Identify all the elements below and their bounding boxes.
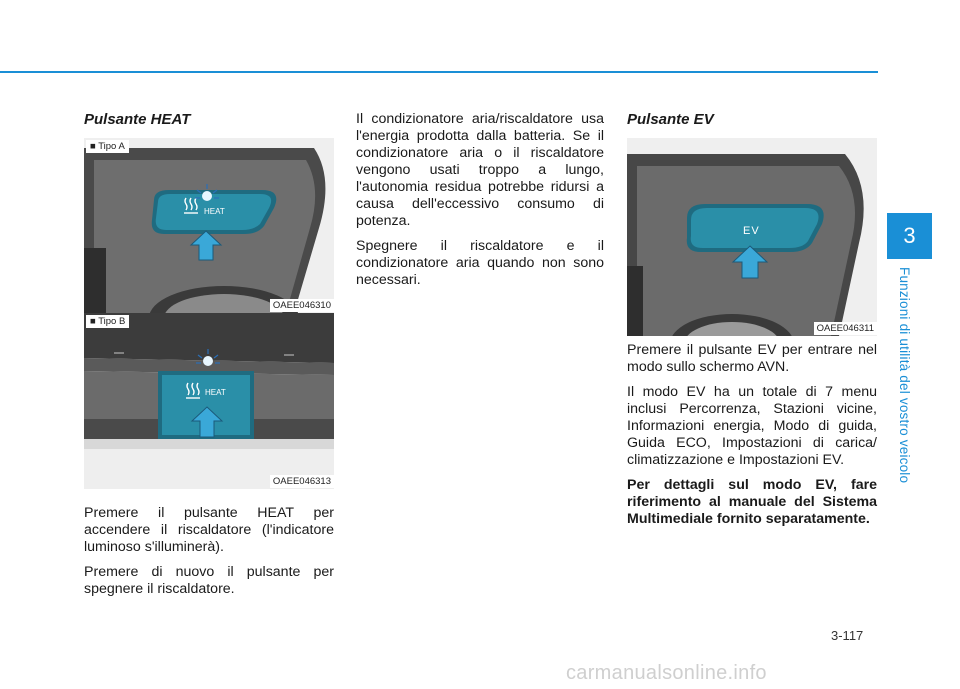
- figure-label-b: ■ Tipo B: [86, 315, 129, 328]
- heat-button-text-a: HEAT: [204, 207, 225, 216]
- chapter-title-vertical: [897, 267, 923, 487]
- chapter-number: 3: [887, 213, 932, 259]
- ev-note: Per dettagli sul modo EV, fare riferimento al manuale del Sistema Multimediale fornito separatamente.: [627, 477, 877, 527]
- heat-paragraph-1: Premere il pulsante HEAT per accendere il riscaldatore (l'indicatore luminoso s'illuminerà).: [84, 505, 334, 555]
- battery-paragraph-1: Il condizionatore aria/riscaldatore usa l'energia prodotta dalla batteria. Se il condizionatore aria o il riscaldatore vengono usati troppo a lungo, l'autonomia residua potrebbe ridursi a causa dell'eccessivo consumo di potenza.: [356, 111, 604, 229]
- battery-paragraph-2: Spegnere il riscaldatore e il condizionatore aria quando non sono necessari.: [356, 238, 604, 288]
- heat-body: [84, 505, 334, 606]
- page-number: 3-117: [831, 628, 864, 643]
- figure-heat-tipo-b: [84, 313, 334, 489]
- figure-code-b: OAEE046313: [270, 475, 334, 488]
- watermark: carmanualsonline.info: [566, 662, 767, 684]
- chapter-title: Funzioni di utilità del vostro veicolo: [897, 267, 912, 484]
- heat-heading: Pulsante HEAT: [84, 111, 191, 128]
- header-rule: [0, 71, 878, 73]
- figure-heat-tipo-a: [84, 138, 334, 313]
- figure-code-a: OAEE046310: [270, 299, 334, 312]
- heat-paragraph-2: Premere di nuovo il pulsante per spegnere il riscaldatore.: [84, 564, 334, 597]
- figure-code-ev: OAEE046311: [814, 322, 877, 335]
- heat-button-text-b: HEAT: [205, 388, 226, 397]
- figure-label-a: ■ Tipo A: [86, 140, 129, 153]
- figure-ev: [627, 138, 877, 336]
- ev-paragraph-2: Il modo EV ha un totale di 7 menu inclusi Percorrenza, Stazioni vicine, Informazioni energia, Modo di guida, Guida ECO, Impostazioni di carica/ climatizzazione e Impostazioni EV.: [627, 384, 877, 468]
- ev-body: [627, 342, 877, 536]
- battery-body: [356, 111, 604, 297]
- ev-paragraph-1: Premere il pulsante EV per entrare nel modo sullo schermo AVN.: [627, 342, 877, 375]
- ev-button-text: EV: [743, 225, 760, 237]
- ev-heading: Pulsante EV: [627, 111, 714, 128]
